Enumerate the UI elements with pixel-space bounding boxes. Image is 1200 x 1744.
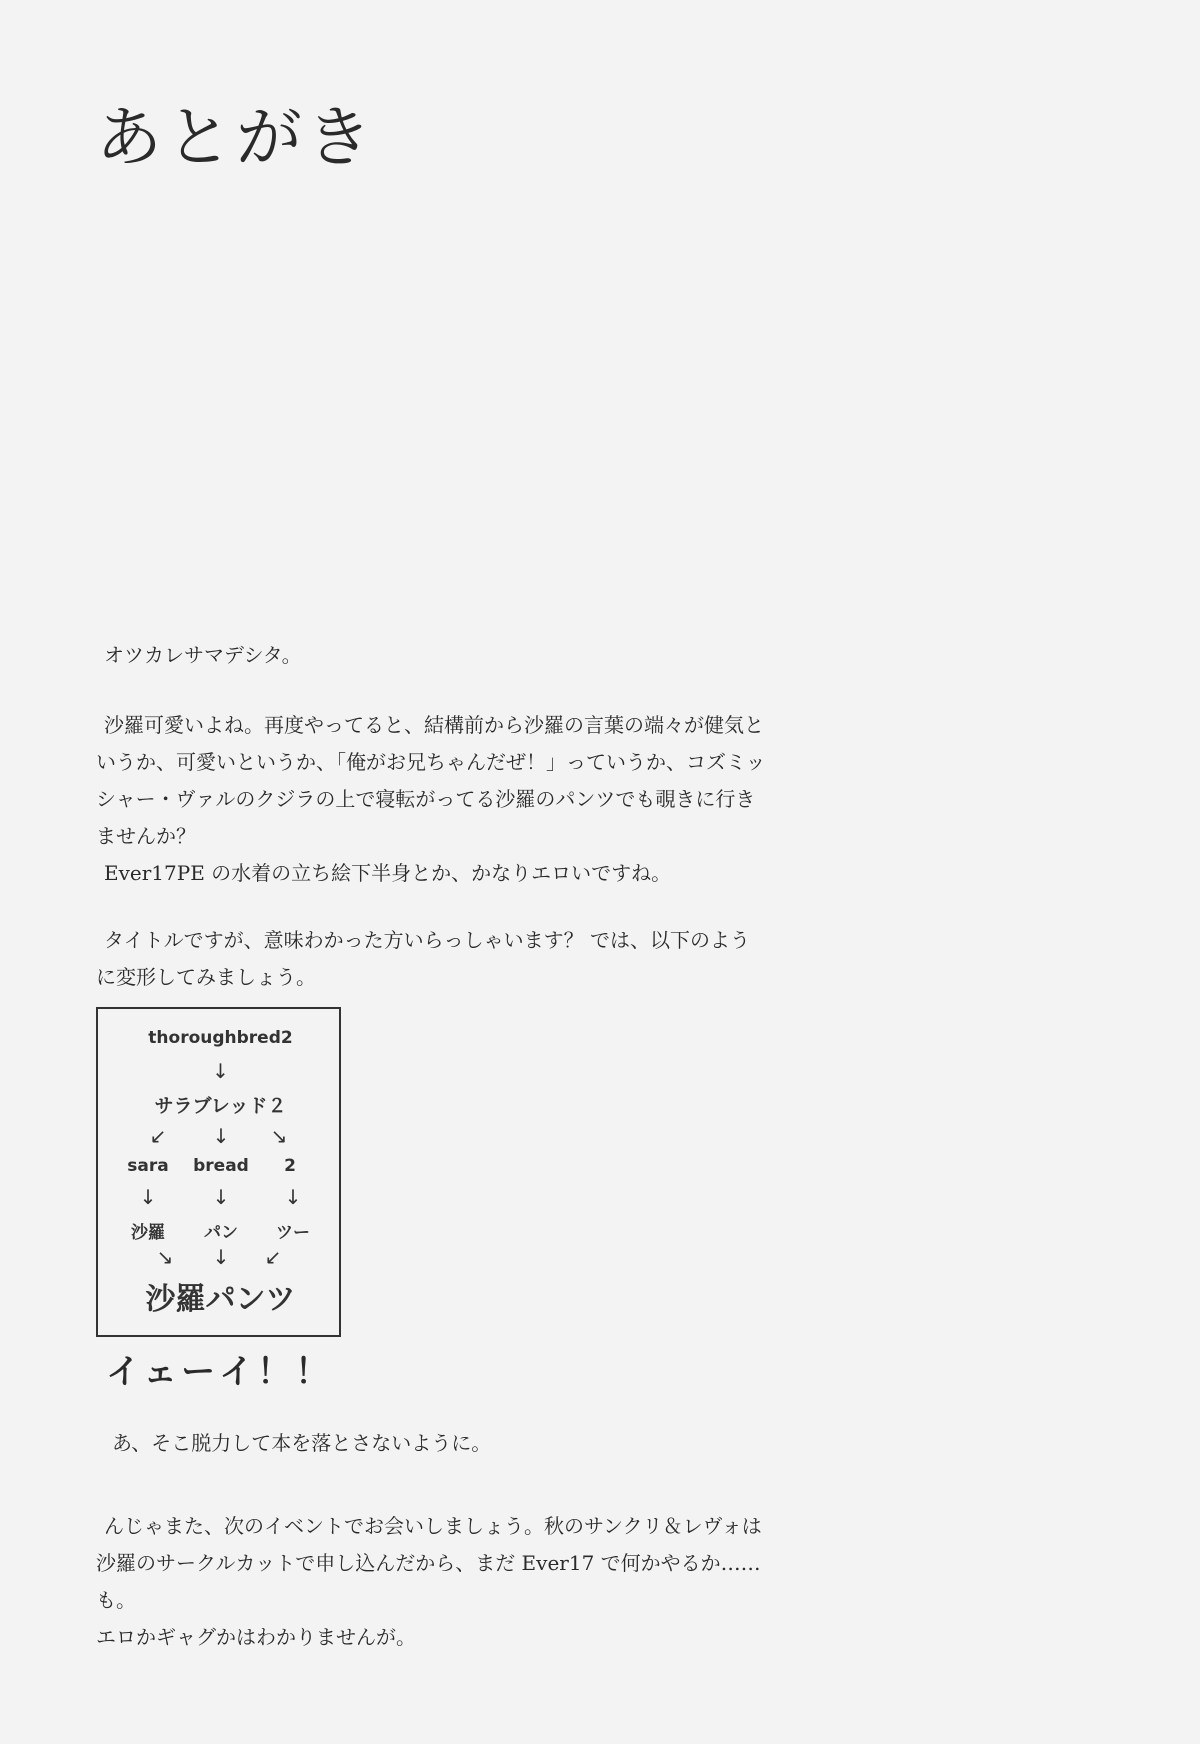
arrow-down-icon: ↓ bbox=[212, 1245, 230, 1269]
derivation-line-1: thoroughbred2 bbox=[148, 1028, 293, 1048]
yay-text: イェーイ！！ bbox=[106, 1352, 334, 1392]
derivation-word-sara-kanji: 沙羅 bbox=[131, 1223, 165, 1243]
title-line: タイトルですが、意味わかった方いらっしゃいます？ では、以下のよう bbox=[104, 928, 750, 952]
derivation-word-pan: パン bbox=[204, 1223, 238, 1243]
derivation-word-tsu: ツー bbox=[276, 1223, 310, 1243]
derivation-result: 沙羅パンツ bbox=[145, 1282, 296, 1317]
drop-line: あ、そこ脱力して本を落とさないように。 bbox=[112, 1431, 492, 1455]
arrow-down-icon: ↓ bbox=[212, 1185, 230, 1209]
farewell-line: 沙羅のサークルカットで申し込んだから、まだ Ever17 で何かやるか……も。 bbox=[96, 1551, 761, 1612]
page-title: あとがき bbox=[96, 99, 376, 176]
arrow-down-icon: ↓ bbox=[212, 1124, 230, 1148]
sara-line: いうか、可愛いというか、「俺がお兄ちゃんだぜ！」っていうか、コズミッ bbox=[96, 750, 766, 774]
sara-line: 沙羅可愛いよね。再度やってると、結構前から沙羅の言葉の端々が健気と bbox=[104, 713, 764, 737]
derivation-box bbox=[96, 1007, 341, 1337]
farewell-line: エロかギャグかはわかりませんが。 bbox=[96, 1625, 416, 1649]
derivation-line-2: サラブレッド２ bbox=[154, 1095, 287, 1117]
drop-paragraph bbox=[112, 1425, 812, 1462]
farewell-line: んじゃまた、次のイベントでお会いしましょう。秋のサンクリ＆レヴォは bbox=[104, 1514, 762, 1538]
arrow-down-left-icon: ↙ bbox=[264, 1245, 282, 1269]
arrow-down-right-icon: ↘ bbox=[156, 1245, 174, 1269]
sara-paragraph bbox=[96, 707, 796, 892]
yay-heading bbox=[106, 1354, 806, 1391]
arrow-down-left-icon: ↙ bbox=[149, 1124, 167, 1148]
derivation-word-2: 2 bbox=[284, 1156, 296, 1176]
arrow-down-icon: ↓ bbox=[139, 1185, 157, 1209]
derivation-word-sara: sara bbox=[127, 1156, 169, 1176]
greeting-line: オツカレサマデシタ。 bbox=[104, 643, 302, 667]
title-explanation-paragraph bbox=[96, 922, 796, 996]
title-line: に変形してみましょう。 bbox=[96, 965, 316, 989]
arrow-down-icon: ↓ bbox=[284, 1185, 302, 1209]
derivation-word-bread: bread bbox=[193, 1156, 249, 1176]
greeting-paragraph bbox=[96, 637, 796, 674]
arrow-down-icon: ↓ bbox=[212, 1059, 229, 1083]
sara-line: Ever17PE の水着の立ち絵下半身とか、かなりエロいですね。 bbox=[104, 861, 672, 885]
arrow-down-right-icon: ↘ bbox=[270, 1124, 288, 1148]
sara-line: シャー・ヴァルのクジラの上で寝転がってる沙羅のパンツでも覗きに行き bbox=[96, 787, 756, 811]
sara-line: ませんか？ bbox=[96, 824, 196, 848]
farewell-paragraph bbox=[96, 1508, 796, 1656]
